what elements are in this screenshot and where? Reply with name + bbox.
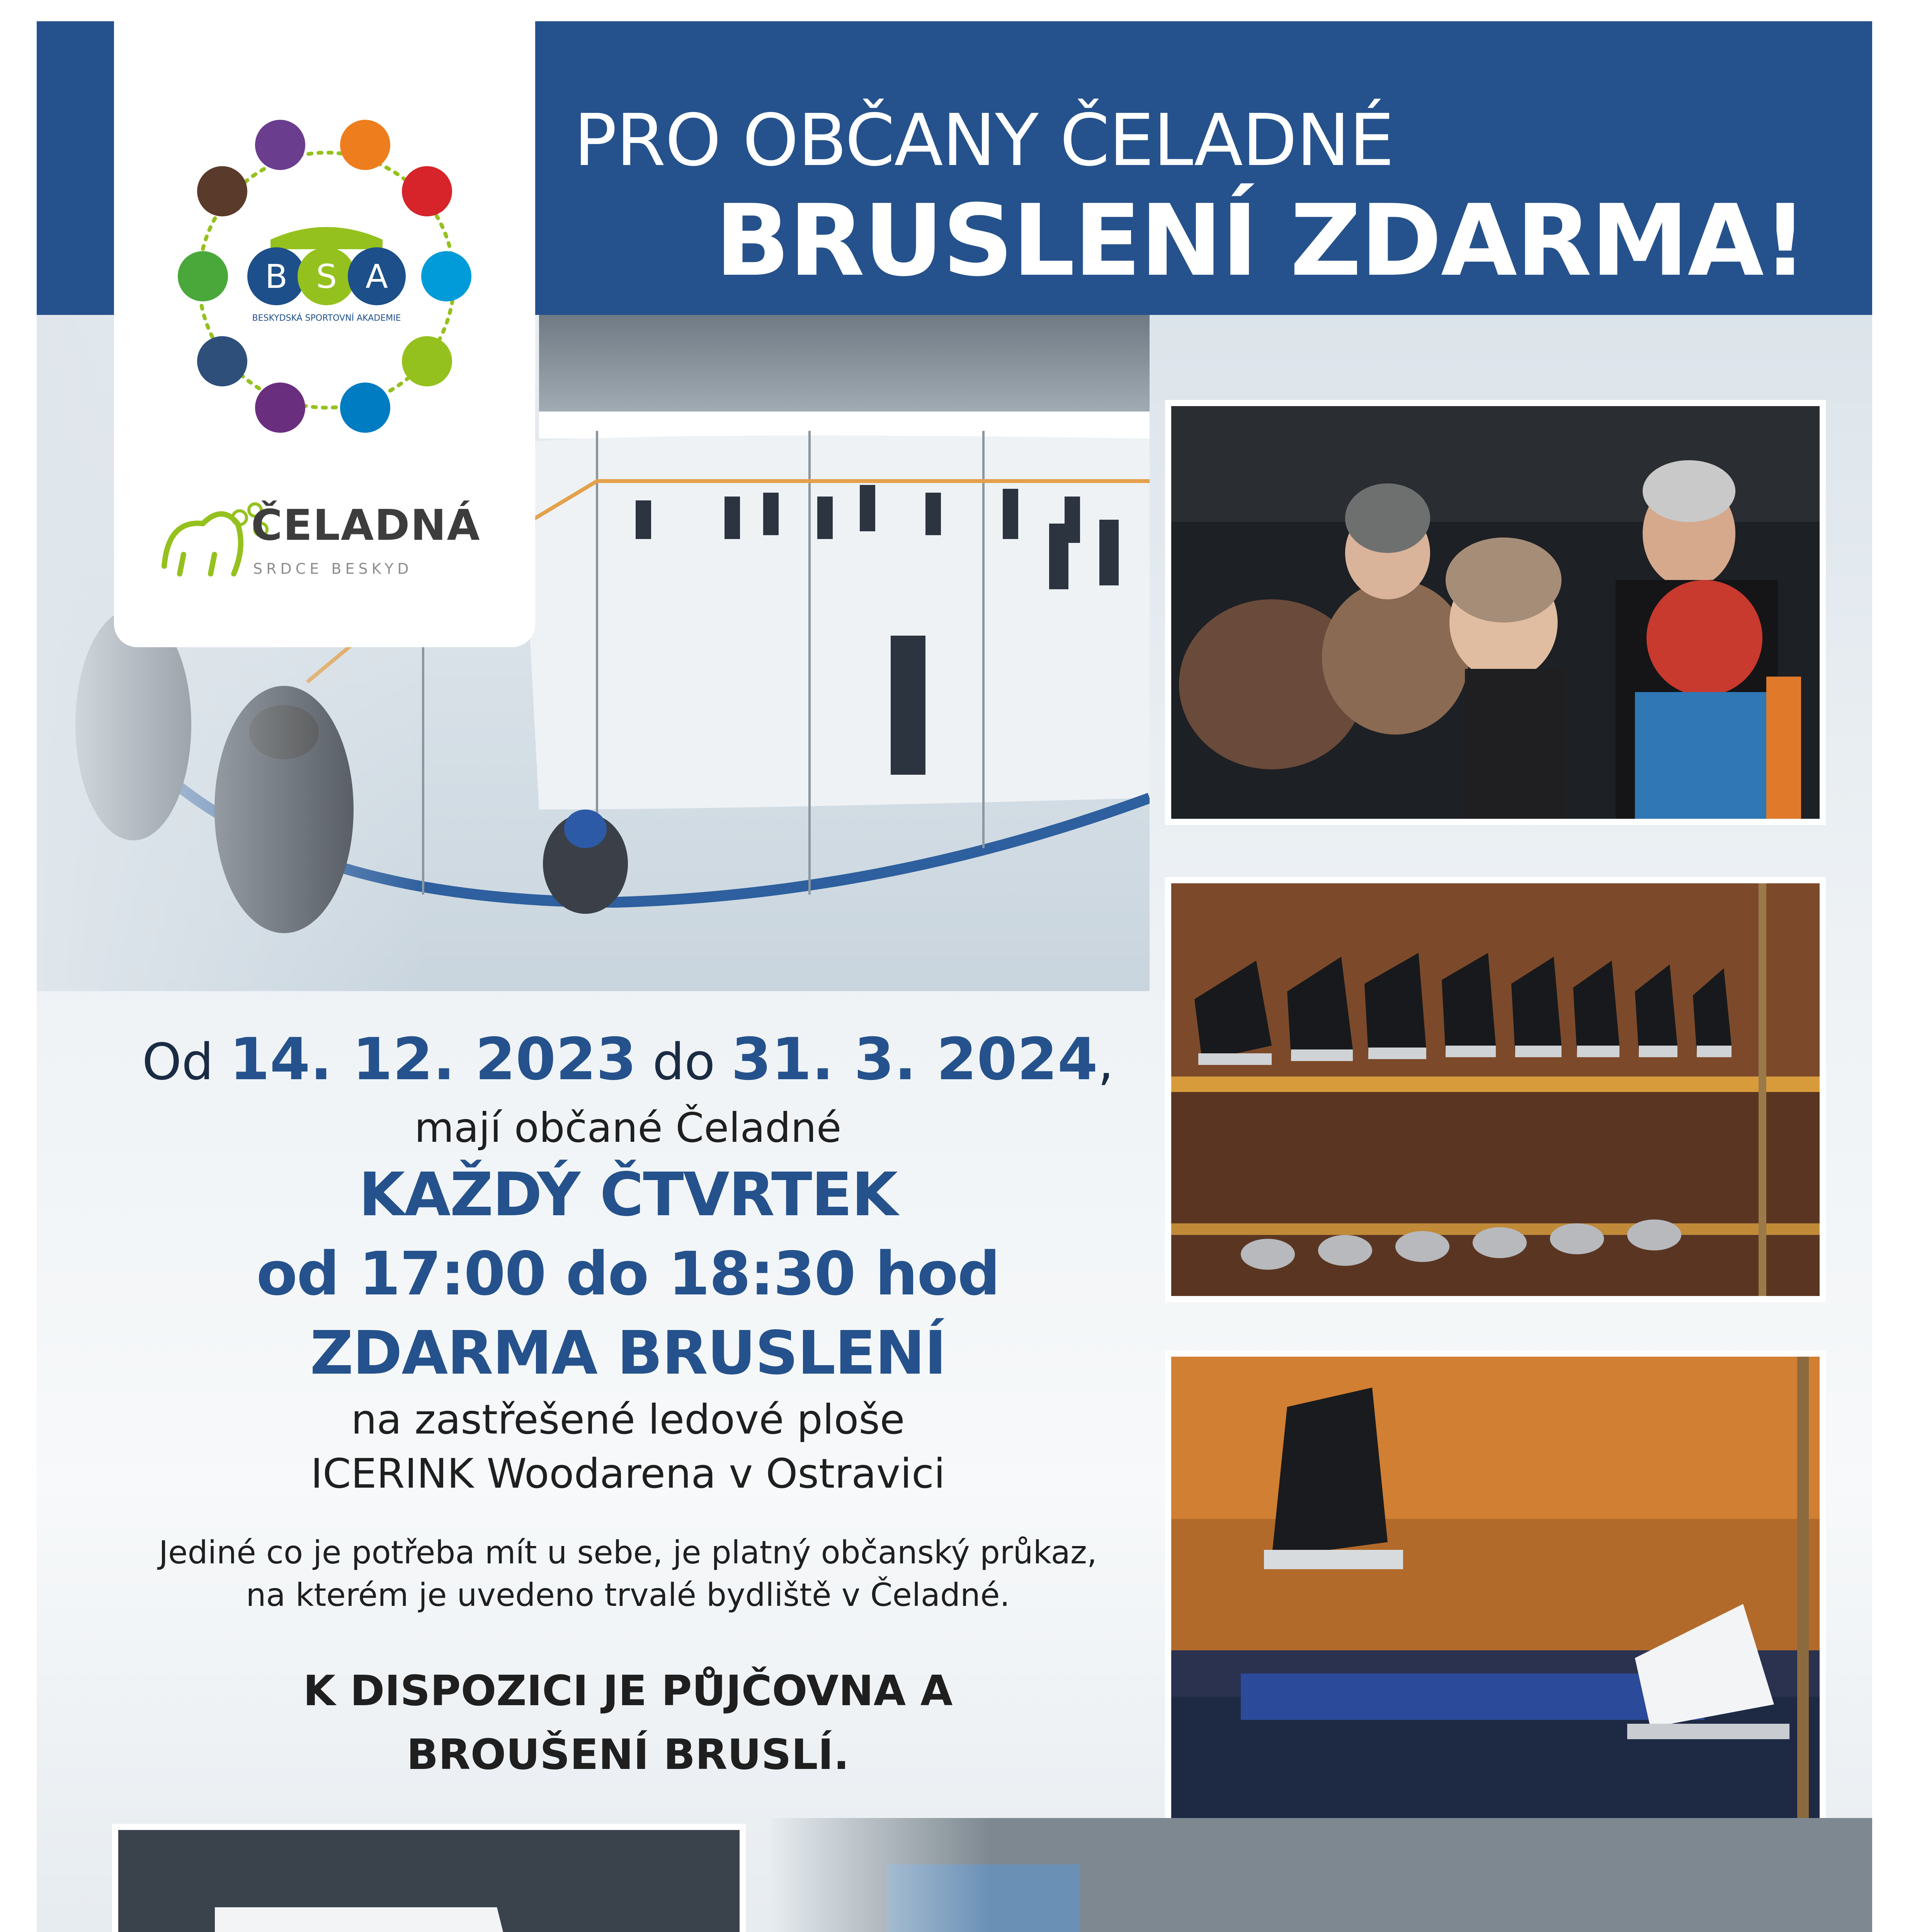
skate-sharpening-photo [1165, 1350, 1826, 1833]
bsa-letter-a: A [365, 258, 388, 296]
announcement [129, 1026, 1126, 1787]
family-photo [1165, 400, 1826, 825]
celadna-subtitle: SRDCE BESKYD [253, 560, 413, 577]
time-text: od 17:00 do 18:30 hod [256, 1239, 1000, 1309]
poster [37, 21, 1872, 1932]
header-subtitle: PRO OBČANY ČELADNÉ [574, 99, 1394, 182]
date-from: 14. 12. 2023 [229, 1026, 637, 1093]
date-prefix: Od [142, 1032, 214, 1091]
header-title: BRUSLENÍ ZDARMA! [715, 184, 1806, 298]
skates-shelf-photo [1165, 877, 1826, 1302]
audience-text: mají občané Čeladné [414, 1104, 842, 1151]
spacer [129, 1617, 1126, 1659]
spacer [129, 1501, 1126, 1532]
date-to: 31. 3. 2024 [731, 1026, 1098, 1093]
day-text: KAŽDÝ ČTVRTEK [359, 1160, 897, 1230]
requirement-line-1: Jediné co je potřeba mít u sebe, je platný občanský průkaz, [158, 1534, 1097, 1571]
offer-text: ZDARMA BRUSLENÍ [310, 1318, 946, 1388]
date-range [129, 1026, 1126, 1093]
bsa-letter-b: B [265, 258, 288, 296]
venue-line-1: na zastřešené ledové ploše [351, 1396, 905, 1443]
requirement-line-2: na kterém je uvedeno trvalé bydliště v Čeladné. [246, 1577, 1010, 1614]
bsa-letter-s: S [316, 258, 337, 296]
bsa-caption: BESKYDSKÁ SPORTOVNÍ AKADEMIE [252, 313, 401, 323]
skaters-photo [771, 1818, 1872, 1932]
celadna-title: ČELADNÁ [251, 500, 481, 550]
bsa-logo [176, 114, 477, 442]
rental-line-1: K DISPOZICI JE PŮJČOVNA A [303, 1667, 953, 1715]
ice-resurfacer-photo [112, 1824, 746, 1932]
rental-line-2: BROUŠENÍ BRUSLÍ. [407, 1731, 849, 1779]
logo-card [114, 21, 535, 647]
venue-line-2: ICERINK Woodarena v Ostravici [311, 1450, 945, 1497]
date-joiner: do [652, 1032, 715, 1091]
date-suffix: , [1097, 1032, 1114, 1091]
